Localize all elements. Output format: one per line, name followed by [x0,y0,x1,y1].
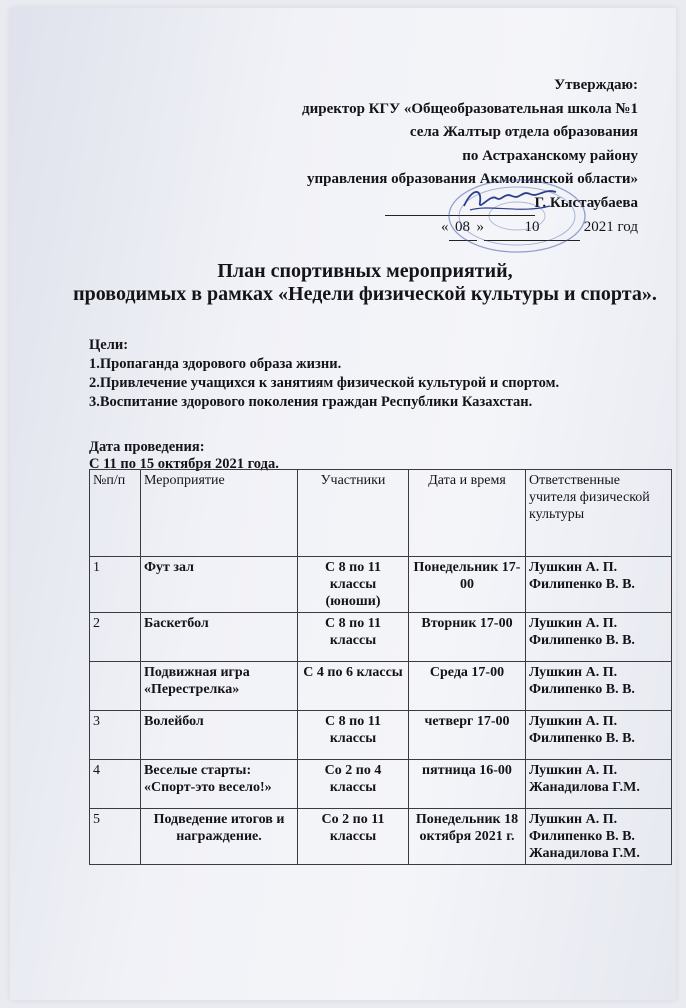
goal-item: 2.Привлечение учащихся к занятиям физической культурой и спортом. [89,375,560,391]
cell-date: Среда 17-00 [409,662,526,711]
cell-event: Подведение итогов и награждение. [141,809,298,865]
cell-responsible: Лушкин А. П. Филипенко В. В. [526,662,672,711]
cell-num: 2 [90,613,141,662]
header-responsible: Ответственные учителя физической культуры [526,470,672,557]
header-num: №п/п [90,470,141,557]
cell-event: Волейбол [141,711,298,760]
title-line-1: План спортивных мероприятий, [217,260,513,282]
cell-num: 1 [90,557,141,613]
cell-date: пятница 16-00 [409,760,526,809]
header-date: Дата и время [409,470,526,557]
goals-section [89,336,559,412]
date-month: 10 [484,216,580,241]
cell-date: Понедельник 17-00 [409,557,526,613]
cell-event: Веселые старты: «Спорт-это весело!» [141,760,298,809]
approval-date: « 08 » 10 2021 год [302,216,638,241]
director-name: Г. Кыстаубаева [534,194,638,211]
cell-date: Понедельник 18 октября 2021 г. [409,809,526,865]
cell-event: Фут зал [141,557,298,613]
title-line-2: проводимых в рамках «Недели физической культуры и спорта». [73,283,657,305]
document-page [10,8,676,1000]
table-row [90,711,672,760]
cell-participants: Со 2 по 11 классы [298,809,409,865]
cell-responsible: Лушкин А. П. Филипенко В. В. [526,557,672,613]
header-participants: Участники [298,470,409,557]
dates-section [89,439,279,472]
table-row [90,557,672,613]
cell-date: Вторник 17-00 [409,613,526,662]
approval-line: села Жалтыр отдела образования [409,124,638,140]
events-table [89,469,672,865]
cell-participants: С 8 по 11 классы [298,613,409,662]
approval-line: по Астраханскому району [462,147,638,164]
table-row [90,809,672,865]
goals-heading: Цели: [89,337,129,353]
cell-num: 5 [90,809,141,865]
table-row [90,662,672,711]
goal-item: 1.Пропаганда здорового образа жизни. [89,356,342,372]
cell-num [90,662,141,711]
cell-participants: С 8 по 11 классы [298,711,409,760]
approval-line: управления образования Акмолинской области» [307,171,638,187]
cell-num: 3 [90,711,141,760]
cell-date: четверг 17-00 [409,711,526,760]
cell-responsible: Лушкин А. П. Филипенко В. В. Жанадилова Г.М. [526,809,672,865]
cell-participants: С 4 по 6 классы [298,662,409,711]
table-header-row [90,470,672,557]
approval-line: директор КГУ «Общеобразовательная школа №1 [302,100,638,117]
cell-responsible: Лушкин А. П. Филипенко В. В. [526,711,672,760]
dates-heading: Дата проведения: [89,439,205,455]
table-row [90,760,672,809]
cell-participants: Со 2 по 4 классы [298,760,409,809]
cell-num: 4 [90,760,141,809]
date-day: 08 [449,216,477,241]
approval-heading: Утверждаю: [554,77,638,93]
header-event: Мероприятие [141,470,298,557]
cell-responsible: Лушкин А. П. Жанадилова Г.М. [526,760,672,809]
signature-image [460,184,560,218]
page-title [70,260,660,306]
table-row [90,613,672,662]
cell-event: Подвижная игра «Перестрелка» [141,662,298,711]
cell-participants: С 8 по 11 классы (юноши) [298,557,409,613]
cell-responsible: Лушкин А. П. Филипенко В. В. [526,613,672,662]
goal-item: 3.Воспитание здорового поколения граждан Республики Казахстан. [89,394,533,410]
dates-value: С 11 по 15 октября 2021 года. [89,455,279,472]
date-year: 2021 год [583,219,638,235]
cell-event: Баскетбол [141,613,298,662]
